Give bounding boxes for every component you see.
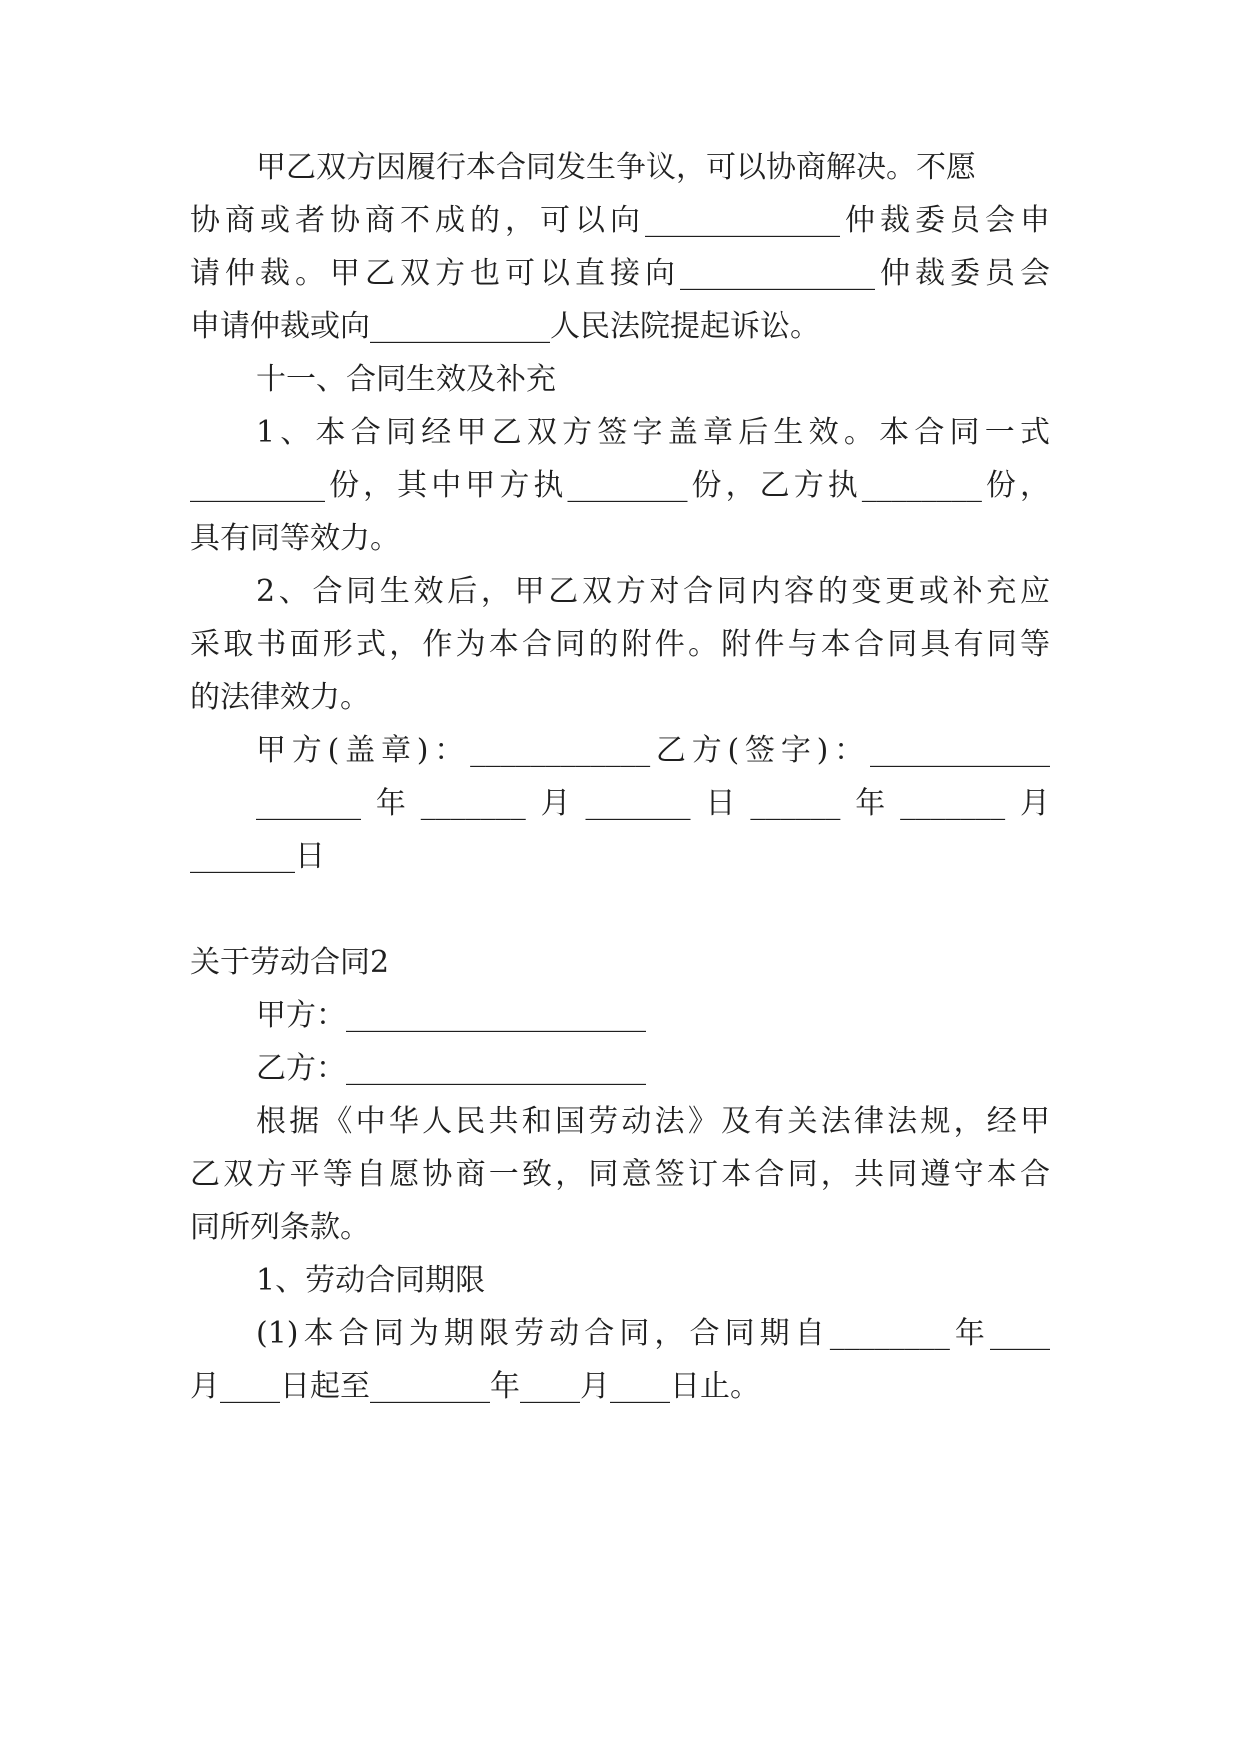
- signature-line: 甲方(盖章)：____________乙方(签字)：____________: [256, 733, 1050, 768]
- date-line: _______日: [190, 839, 325, 874]
- paragraph-line: 根据《中华人民共和国劳动法》及有关法律法规，经甲: [256, 1104, 1050, 1139]
- paragraph-line: 的法律效力。: [190, 680, 370, 715]
- date-line: _______年_______月_______日______年_______月: [256, 786, 1050, 821]
- paragraph-line: 同所列条款。: [190, 1210, 370, 1245]
- paragraph-line: 1、本合同经甲乙双方签字盖章后生效。本合同一式: [256, 415, 1050, 450]
- paragraph-line: 具有同等效力。: [190, 521, 400, 556]
- party-b-line: 乙方：____________________: [256, 1051, 646, 1086]
- party-a-line: 甲方：____________________: [256, 998, 646, 1033]
- paragraph-line: 2、合同生效后，甲乙双方对合同内容的变更或补充应: [256, 574, 1050, 609]
- document-title: 关于劳动合同2: [190, 945, 390, 980]
- paragraph-line: (1)本合同为期限劳动合同，合同期自________年____: [256, 1316, 1050, 1351]
- paragraph-line: 月____日起至________年____月____日止。: [190, 1369, 760, 1404]
- paragraph-line: 申请仲裁或向____________人民法院提起诉讼。: [190, 309, 820, 344]
- section-heading: 1、劳动合同期限: [256, 1263, 486, 1298]
- paragraph-line: 甲乙双方因履行本合同发生争议，可以协商解决。不愿: [256, 150, 976, 185]
- section-heading: 十一、合同生效及补充: [256, 362, 556, 397]
- paragraph-line: _________份，其中甲方执________份，乙方执________份，: [190, 468, 1050, 503]
- paragraph-line: 请仲裁。甲乙双方也可以直接向_____________仲裁委员会: [190, 256, 1050, 291]
- paragraph-line: 乙双方平等自愿协商一致，同意签订本合同，共同遵守本合: [190, 1157, 1050, 1192]
- paragraph-line: 协商或者协商不成的，可以向_____________仲裁委员会申: [190, 203, 1050, 238]
- paragraph-line: 采取书面形式，作为本合同的附件。附件与本合同具有同等: [190, 627, 1050, 662]
